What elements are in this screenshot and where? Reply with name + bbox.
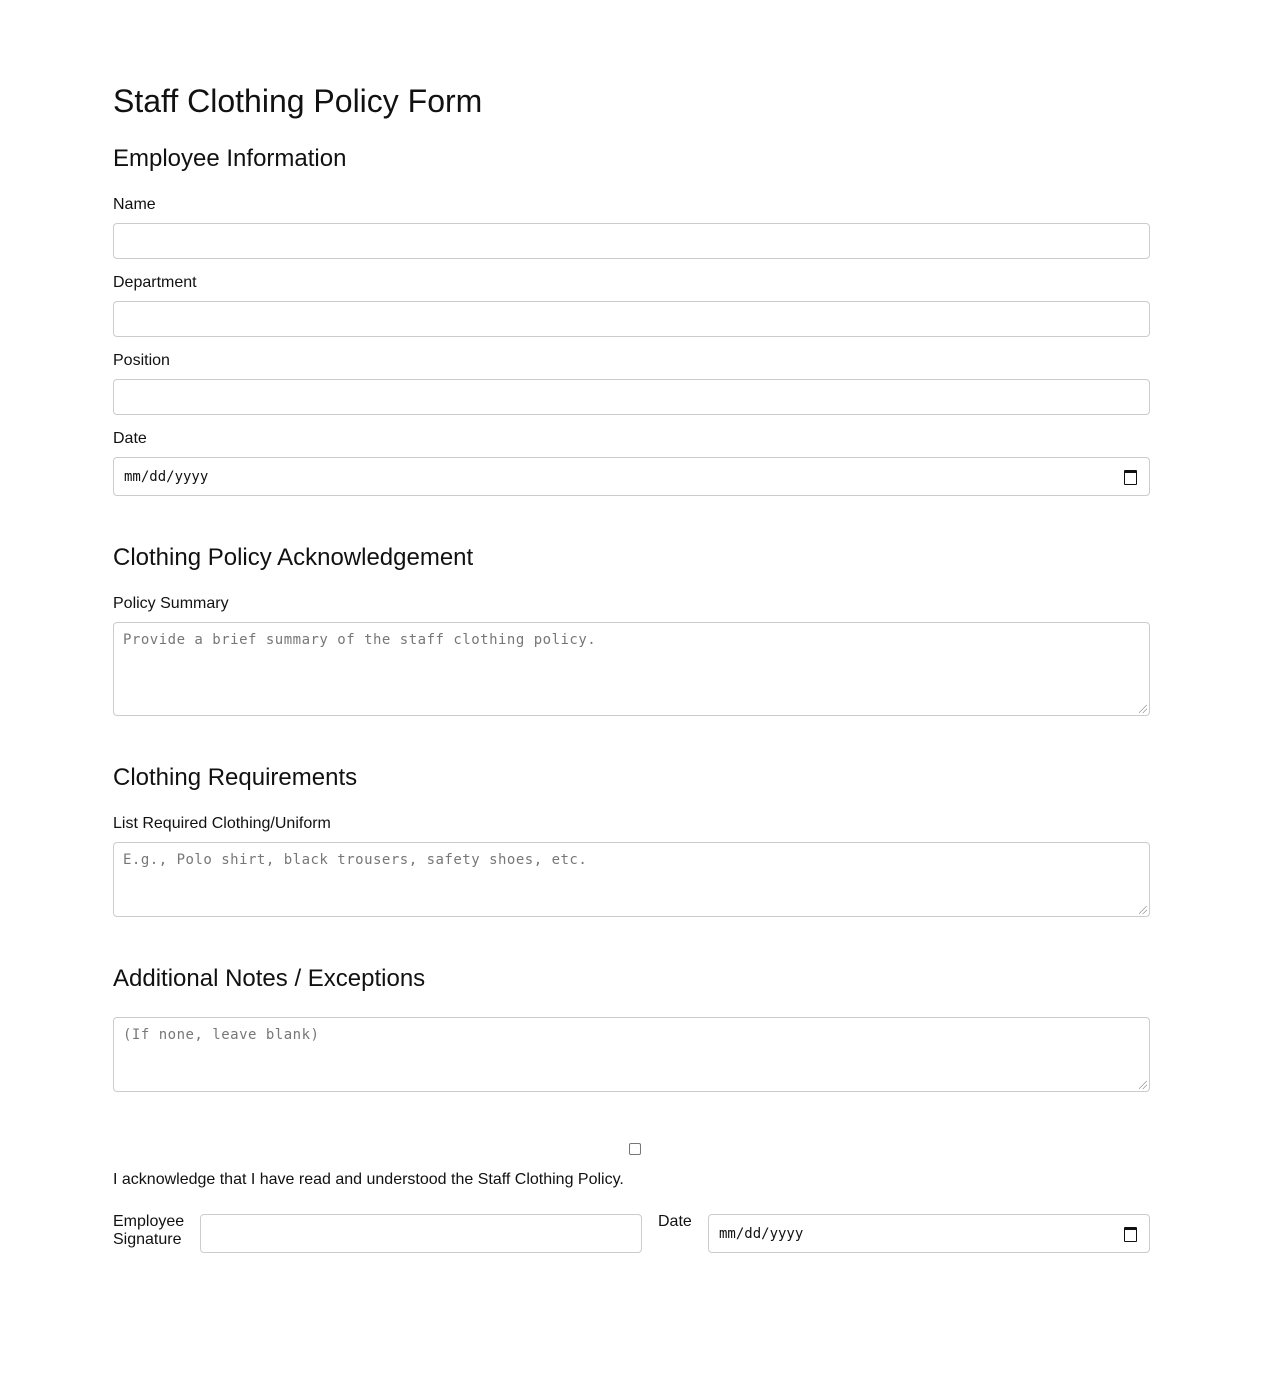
department-input[interactable] — [113, 301, 1150, 337]
position-input[interactable] — [113, 379, 1150, 415]
policy-summary-textarea[interactable] — [113, 622, 1150, 716]
required-clothing-textarea[interactable] — [113, 842, 1150, 917]
page-title: Staff Clothing Policy Form — [113, 83, 483, 119]
signoff-date-label: Date — [658, 1213, 692, 1230]
name-input[interactable] — [113, 223, 1150, 259]
signature-label-line1: Employee — [113, 1213, 185, 1230]
department-label: Department — [113, 274, 197, 291]
signoff-date-placeholder: mm/dd/yyyy — [719, 1225, 804, 1242]
section-heading-clothing-requirements: Clothing Requirements — [113, 764, 358, 791]
acknowledge-checkbox[interactable] — [629, 1143, 641, 1155]
policy-summary-label: Policy Summary — [113, 595, 229, 612]
signature-label-line2: Signature — [113, 1231, 182, 1248]
additional-notes-textarea[interactable] — [113, 1017, 1150, 1092]
section-heading-acknowledgement: Clothing Policy Acknowledgement — [113, 544, 474, 571]
resize-handle-icon[interactable] — [1139, 1081, 1147, 1089]
resize-handle-icon[interactable] — [1139, 705, 1147, 713]
additional-notes-placeholder: (If none, leave blank) — [123, 1027, 320, 1043]
calendar-icon[interactable] — [1124, 470, 1137, 485]
date-placeholder: mm/dd/yyyy — [124, 468, 209, 485]
resize-handle-icon[interactable] — [1139, 906, 1147, 914]
name-label: Name — [113, 196, 156, 213]
position-label: Position — [113, 352, 170, 369]
required-clothing-placeholder: E.g., Polo shirt, black trousers, safety shoes, etc. — [123, 852, 588, 868]
date-label: Date — [113, 430, 147, 447]
acknowledge-text: I acknowledge that I have read and understood the Staff Clothing Policy. — [113, 1171, 624, 1188]
employee-signature-label — [113, 1213, 184, 1249]
employee-signature-input[interactable] — [200, 1214, 642, 1253]
section-heading-additional-notes: Additional Notes / Exceptions — [113, 965, 426, 992]
signoff-date-input[interactable] — [708, 1214, 1150, 1253]
date-input[interactable] — [113, 457, 1150, 496]
calendar-icon[interactable] — [1124, 1227, 1137, 1242]
section-heading-employee-information: Employee Information — [113, 145, 347, 172]
policy-summary-placeholder: Provide a brief summary of the staff clothing policy. — [123, 632, 597, 648]
required-clothing-label: List Required Clothing/Uniform — [113, 815, 331, 832]
